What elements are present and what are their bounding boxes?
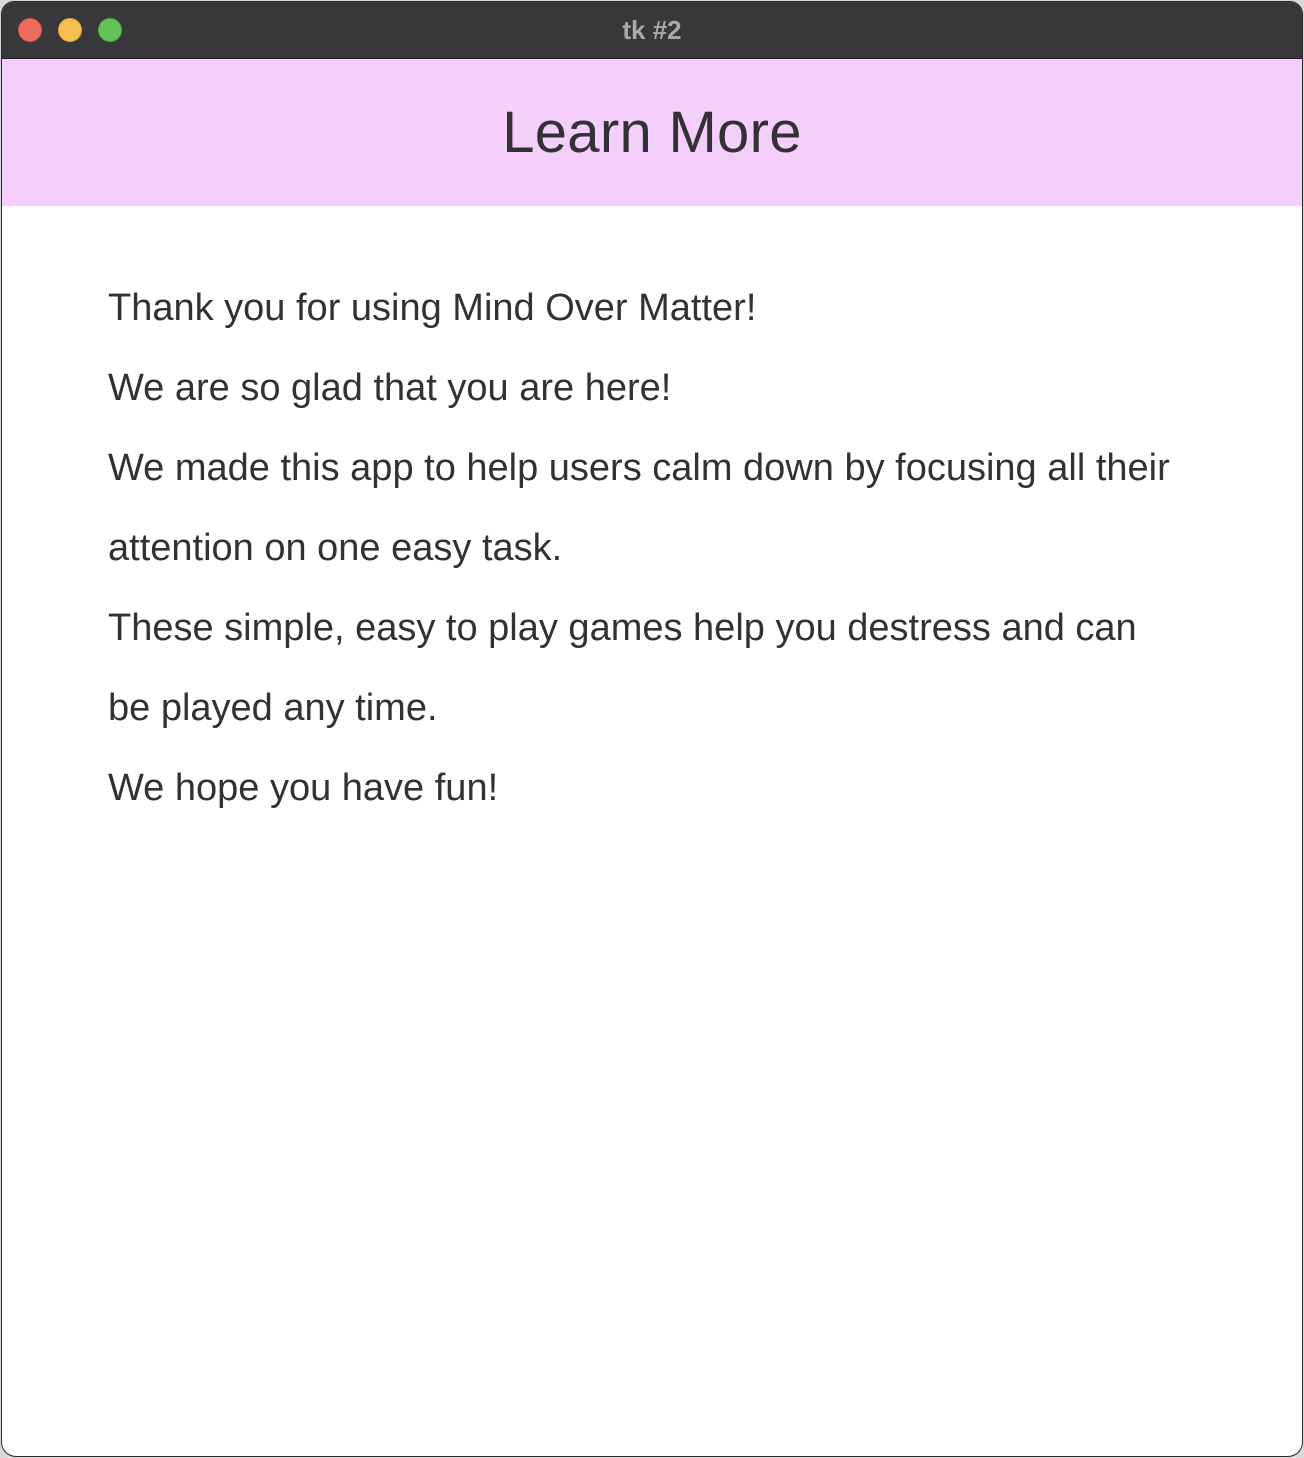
page-title: Learn More (502, 100, 802, 165)
app-purpose-text: We made this app to help users calm down by focusing all their attention on one easy task. (108, 447, 1170, 569)
learn-more-window (2, 2, 1302, 1456)
window-title: tk #2 (622, 15, 682, 45)
learn-more-content (2, 206, 1188, 828)
games-description-text: These simple, easy to play games help you destress and can be played any time. (108, 607, 1137, 729)
welcome-text: We are so glad that you are here! (108, 367, 672, 409)
header-band (2, 59, 1302, 206)
window-titlebar[interactable] (2, 2, 1302, 59)
thank-you-text: Thank you for using Mind Over Matter! (108, 287, 757, 329)
closing-text: We hope you have fun! (108, 767, 499, 809)
